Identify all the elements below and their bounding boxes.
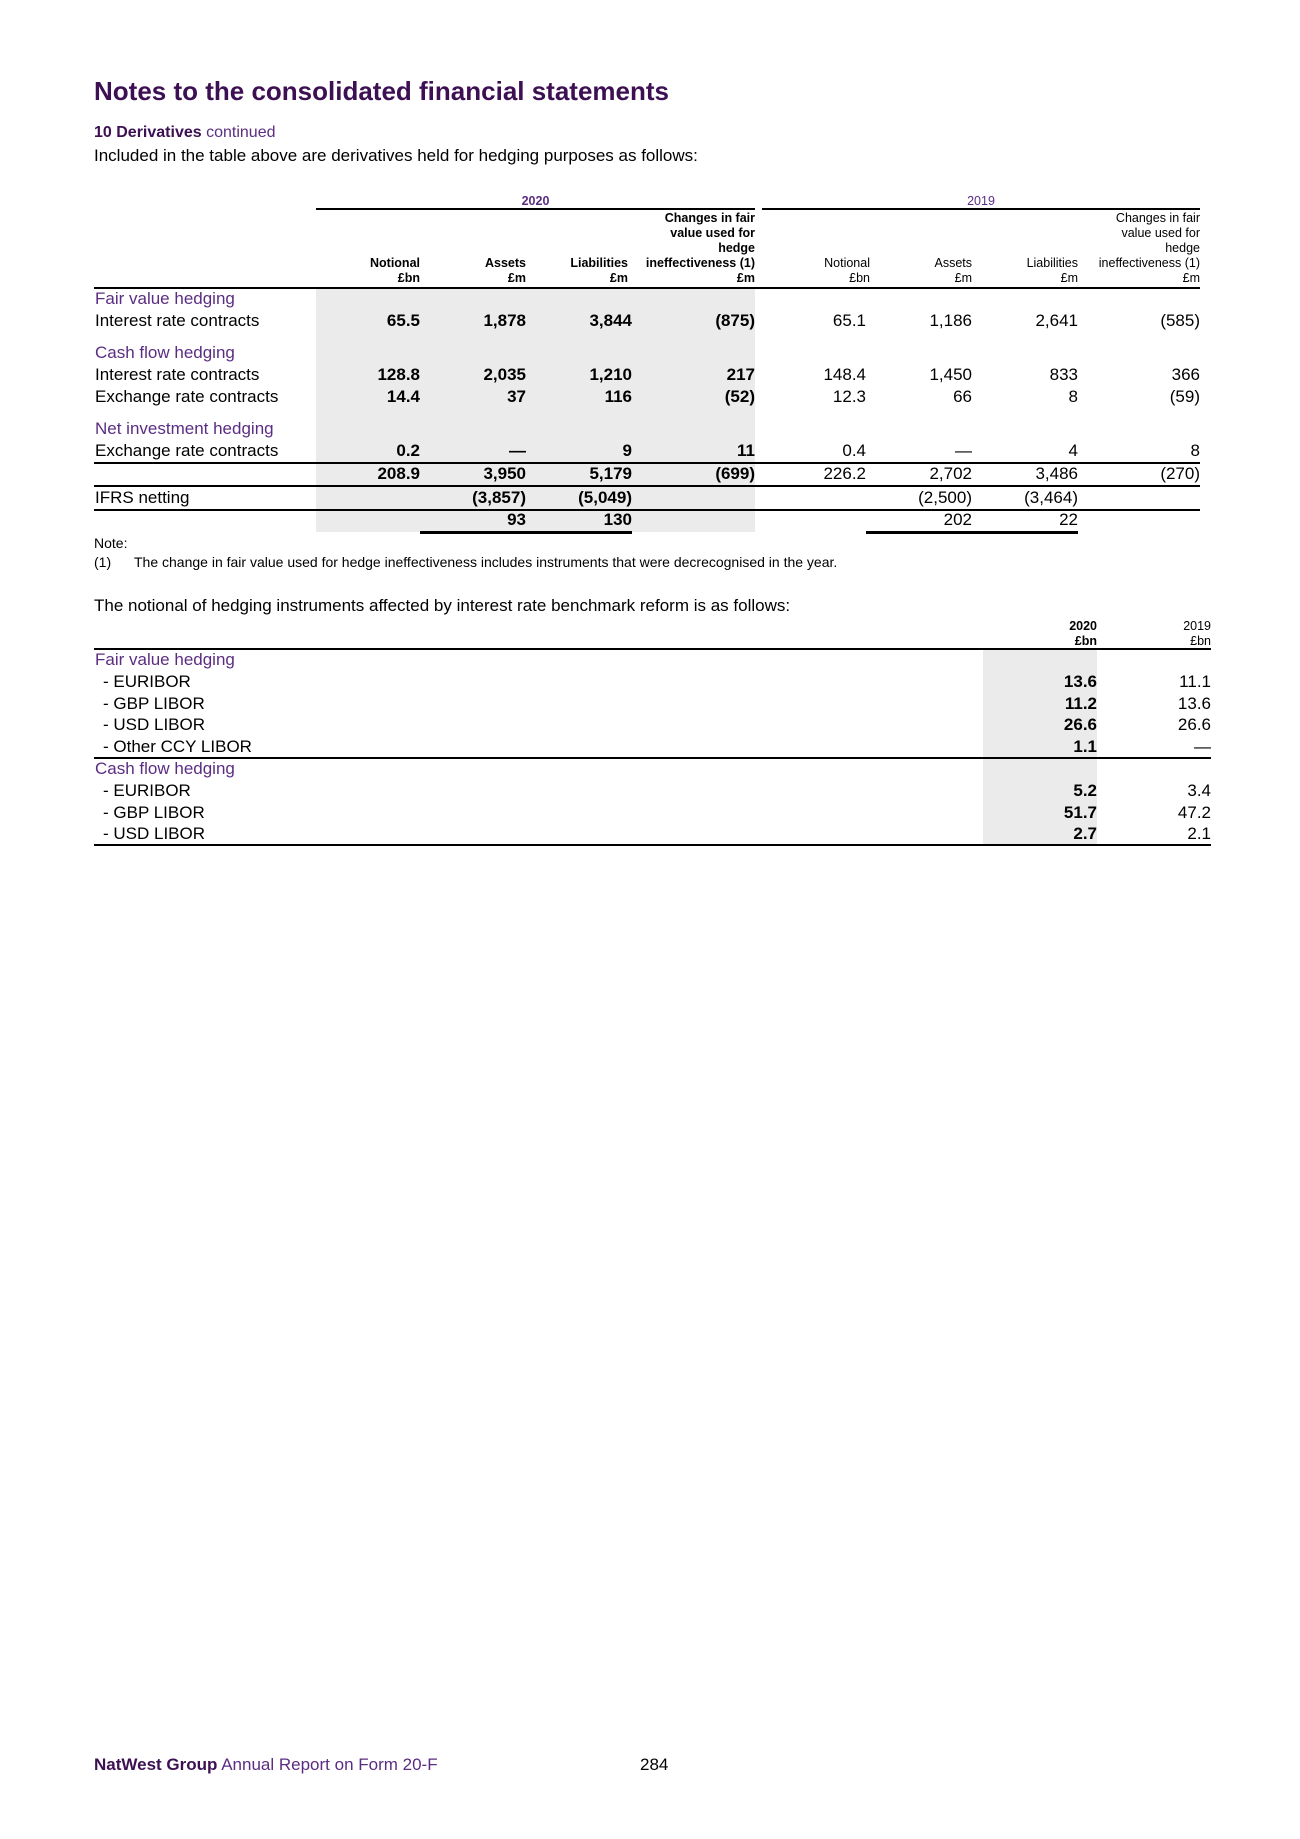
t2-row-label: - GBP LIBOR	[103, 802, 205, 822]
footer-report: Annual Report on Form 20-F	[221, 1755, 438, 1774]
t2-rule-bottom	[94, 844, 1211, 846]
group-cash-flow-hedging: Cash flow hedging	[95, 343, 235, 362]
section-continued: continued	[206, 124, 276, 141]
t2-group-fair-value: Fair value hedging	[95, 650, 235, 669]
hdr-2020-changes: Changes in fair value used for hedge ineffectiveness (1) £m	[645, 211, 755, 285]
rule-net-2020	[420, 531, 632, 534]
cell-cf_irc-v2019-notional: 148.4	[823, 365, 866, 384]
hdr-2020-notional: Notional £bn	[370, 256, 420, 285]
footer-brand: NatWest Group	[94, 1755, 218, 1774]
rule-after-total	[94, 485, 1200, 487]
intro-text: Included in the table above are derivatives held for hedging purposes as follows:	[94, 146, 698, 165]
cell-fv_irc-v2020-assets: 1,878	[483, 311, 526, 330]
cell-cf_erc-v2020-notional: 14.4	[386, 387, 420, 406]
cell-fv_irc-v2020-liabilities: 3,844	[589, 311, 632, 330]
cell-ni_erc-v2020-assets: —	[509, 441, 526, 460]
year-2020-label: 2020	[521, 194, 550, 208]
hdr-2019-liabilities: Liabilities £m	[1026, 256, 1078, 285]
hdr-2019-assets: Assets £m	[934, 256, 972, 285]
cell-fv_irc-v2020-notional: 65.5	[386, 311, 420, 330]
cell-net-v2019-assets: 202	[943, 510, 972, 529]
t2-cell-2019: 3.4	[1187, 781, 1211, 800]
cell-total-v2020-notional: 208.9	[377, 464, 420, 483]
t2-row-label: - Other CCY LIBOR	[103, 736, 252, 756]
table2-intro: The notional of hedging instruments affected by interest rate benchmark reform is as follows:	[94, 596, 791, 615]
t2-row-label: - USD LIBOR	[103, 824, 206, 843]
note-text: The change in fair value used for hedge ineffectiveness includes instruments that were decrecognised in the year.	[134, 554, 838, 570]
t2-cell-2020: 51.7	[1063, 802, 1097, 822]
cell-total-v2020-changes: (699)	[715, 464, 755, 483]
section-number-title: 10 Derivatives	[94, 124, 202, 141]
rule-header	[94, 287, 1200, 289]
cell-cf_irc-v2020-liabilities: 1,210	[589, 365, 632, 384]
t2-row-label: - EURIBOR	[103, 672, 191, 691]
page-number: 284	[640, 1755, 669, 1774]
cell-ni_erc-v2019-changes: 8	[1190, 441, 1200, 460]
row-label-ni-exchange-rate: Exchange rate contracts	[95, 441, 279, 460]
hdr-2020-liabilities: Liabilities £m	[570, 256, 628, 285]
t2-hdr-2020: 2020 £bn	[1069, 619, 1097, 648]
cell-total-v2019-liabilities: 3,486	[1035, 464, 1078, 483]
footer-report-title	[94, 1755, 438, 1775]
t2-cell-2019: 26.6	[1177, 715, 1211, 734]
cell-total-v2020-liabilities: 5,179	[589, 464, 632, 483]
cell-fv_irc-v2020-changes: (875)	[715, 311, 755, 330]
cell-ni_erc-v2020-changes: 11	[737, 441, 755, 460]
section-heading	[94, 124, 275, 142]
group-fair-value-hedging: Fair value hedging	[95, 289, 235, 308]
cell-cf_erc-v2019-assets: 66	[953, 387, 972, 406]
cell-netting-v2019-assets: (2,500)	[918, 488, 972, 507]
cell-fv_irc-v2019-liabilities: 2,641	[1035, 311, 1078, 330]
cell-total-v2020-assets: 3,950	[483, 464, 526, 483]
hdr-2019-notional: Notional £bn	[824, 256, 870, 285]
cell-cf_irc-v2020-notional: 128.8	[377, 365, 420, 384]
cell-netting-v2019-liabilities: (3,464)	[1024, 488, 1078, 507]
cell-cf_erc-v2019-notional: 12.3	[832, 387, 866, 406]
cell-cf_irc-v2019-changes: 366	[1171, 365, 1200, 384]
t2-cell-2020: 26.6	[1063, 715, 1097, 734]
t2-row-label: - GBP LIBOR	[103, 693, 205, 713]
row-label-cf-interest-rate: Interest rate contracts	[95, 365, 260, 384]
t2-row-label: - EURIBOR	[103, 781, 191, 800]
cell-cf_erc-v2020-liabilities: 116	[604, 387, 632, 406]
cell-total-v2019-assets: 2,702	[929, 464, 972, 483]
t2-cell-2020: 5.2	[1073, 781, 1097, 800]
t2-cell-2020: 11.2	[1064, 693, 1097, 713]
row-label-cf-exchange-rate: Exchange rate contracts	[95, 387, 279, 406]
cell-ni_erc-v2019-assets: —	[955, 441, 972, 460]
cell-total-v2019-changes: (270)	[1160, 464, 1200, 483]
note-number: (1)	[94, 554, 112, 570]
t2-cell-2020: 1.1	[1073, 736, 1097, 756]
cell-net-v2020-liabilities: 130	[603, 510, 632, 529]
cell-net-v2020-assets: 93	[507, 510, 526, 529]
row-label-fv-interest-rate: Interest rate contracts	[95, 311, 260, 330]
page-title: Notes to the consolidated financial statements	[94, 76, 669, 106]
cell-netting-v2020-liabilities: (5,049)	[578, 488, 632, 507]
t2-cell-2020: 13.6	[1063, 672, 1097, 691]
cell-cf_irc-v2019-liabilities: 833	[1049, 365, 1078, 384]
cell-net-v2019-liabilities: 22	[1059, 510, 1078, 529]
cell-cf_irc-v2019-assets: 1,450	[929, 365, 972, 384]
t2-cell-2019: 2.1	[1187, 824, 1211, 843]
t2-cell-2019: 11.1	[1179, 672, 1211, 691]
rule-top-2019	[762, 208, 1200, 210]
t2-rule-header	[94, 648, 1211, 650]
cell-ni_erc-v2020-notional: 0.2	[396, 441, 420, 460]
hdr-2019-changes: Changes in fair value used for hedge ineffectiveness (1) £m	[1098, 211, 1200, 285]
cell-cf_erc-v2020-changes: (52)	[724, 387, 755, 406]
cell-cf_erc-v2020-assets: 37	[507, 387, 526, 406]
group-net-investment-hedging: Net investment hedging	[95, 419, 274, 438]
t2-rule-mid	[94, 757, 1211, 759]
t2-cell-2020: 2.7	[1073, 824, 1097, 843]
cell-cf_irc-v2020-assets: 2,035	[483, 365, 526, 384]
t2-cell-2019: 47.2	[1177, 802, 1211, 822]
cell-cf_erc-v2019-liabilities: 8	[1068, 387, 1078, 406]
hdr-2020-assets: Assets £m	[485, 256, 526, 285]
cell-fv_irc-v2019-changes: (585)	[1160, 311, 1200, 330]
cell-netting-v2020-assets: (3,857)	[472, 488, 526, 507]
cell-fv_irc-v2019-assets: 1,186	[929, 311, 972, 330]
t2-cell-2019: 13.6	[1177, 693, 1211, 713]
cell-ni_erc-v2020-liabilities: 9	[622, 441, 632, 460]
row-label-ifrs-netting: IFRS netting	[95, 488, 190, 507]
rule-top-2020	[316, 208, 755, 210]
cell-cf_irc-v2020-changes: 217	[726, 365, 755, 384]
note-heading: Note:	[94, 535, 128, 551]
t2-cell-2019: —	[1194, 736, 1211, 756]
cell-ni_erc-v2019-notional: 0.4	[842, 441, 866, 460]
cell-fv_irc-v2019-notional: 65.1	[832, 311, 866, 330]
t2-row-label: - USD LIBOR	[103, 715, 206, 734]
cell-total-v2019-notional: 226.2	[823, 464, 866, 483]
cell-ni_erc-v2019-liabilities: 4	[1068, 441, 1078, 460]
rule-net-2019	[866, 531, 1078, 534]
year-2019-label: 2019	[967, 194, 995, 208]
t2-hdr-2019: 2019 £bn	[1183, 619, 1211, 648]
cell-cf_erc-v2019-changes: (59)	[1169, 387, 1200, 406]
t2-group-cash-flow: Cash flow hedging	[95, 759, 235, 778]
